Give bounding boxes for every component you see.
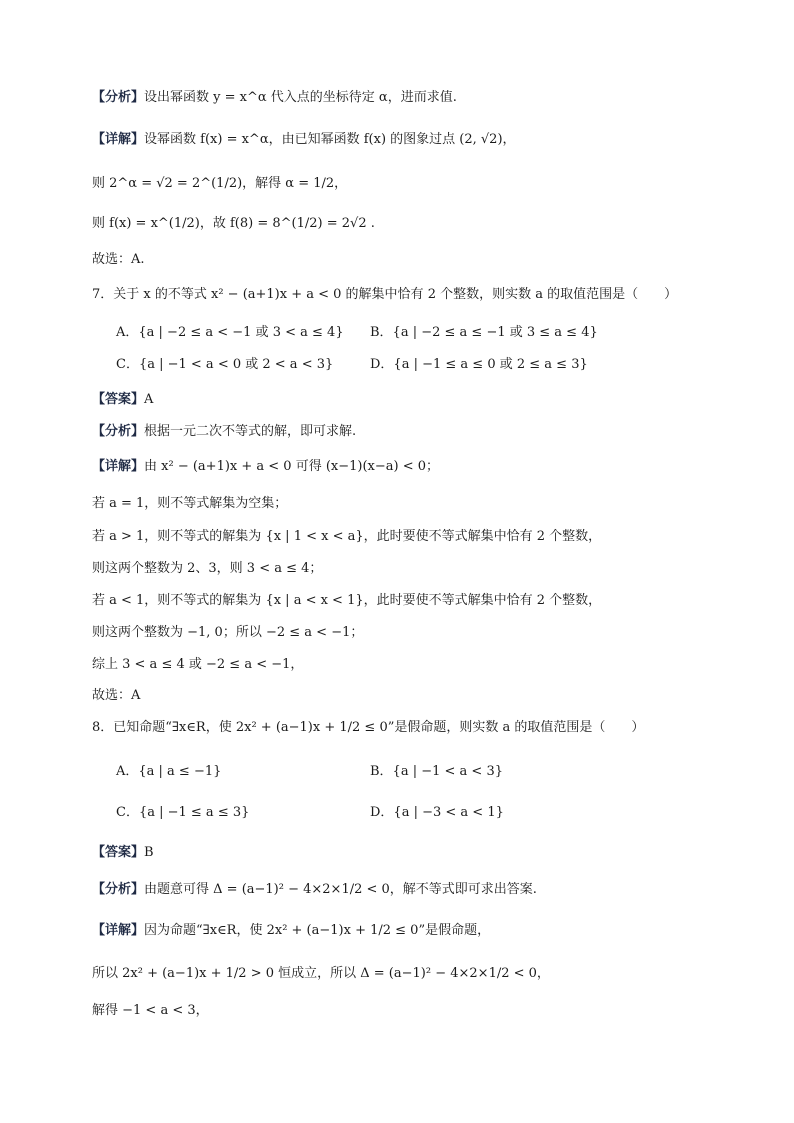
question-7-stem: 7．关于 x 的不等式 x² − (a+1)x + a < 0 的解集中恰有 2 个整数，则实数 a 的取值范围是（ ） [92,287,678,302]
q7-detail-line: 若 a < 1，则不等式的解集为 {x | a < x < 1}，此时要使不等式解集中恰有 2 个整数， [92,593,602,608]
q8-option-a: A．{a | a ≤ −1} [116,764,222,779]
detail-tag: 【详解】 [92,459,145,474]
q7-detail-line: 若 a = 1，则不等式解集为空集； [92,496,288,511]
detail-tag: 【详解】 [92,132,145,147]
answer-tag: 【答案】 [92,392,145,407]
analysis-tag: 【分析】 [92,90,145,105]
question-8-stem: 8．已知命题“∃x∈R，使 2x² + (a−1)x + 1/2 ≤ 0”是假命题，则实数 a 的取值范围是（ ） [92,720,645,735]
answer-value: B [144,845,154,860]
q8-analysis-line [92,880,537,900]
analysis-text: 设出幂函数 y = x^α 代入点的坐标待定 α，进而求值. [144,90,457,105]
detail-text: 因为命题“∃x∈R，使 2x² + (a−1)x + 1/2 ≤ 0”是假命题， [144,923,491,938]
detail-text: 由 x² − (a+1)x + a < 0 可得 (x−1)(x−a) < 0； [144,459,440,474]
detail-line: 则 f(x) = x^(1/2)，故 f(8) = 8^(1/2) = 2√2 . [92,216,375,231]
q7-choose-line: 故选：A [92,688,141,703]
analysis-text: 根据一元二次不等式的解，即可求解. [144,424,357,439]
q7-detail-line: 若 a > 1，则不等式的解集为 {x | 1 < x < a}，此时要使不等式解集中恰有 2 个整数， [92,529,602,544]
q8-detail-line: 所以 2x² + (a−1)x + 1/2 > 0 恒成立，所以 Δ = (a−1)² − 4×2×1/2 < 0， [92,966,550,981]
q8-detail-line [92,921,490,941]
q7-detail-line: 则这两个整数为 2、3，则 3 < a ≤ 4； [92,561,323,576]
q8-option-d: D．{a | −3 < a < 1} [370,805,504,820]
q8-option-c: C．{a | −1 ≤ a ≤ 3} [116,805,250,820]
q7-answer-line [92,390,153,410]
q8-detail-line: 解得 −1 < a < 3， [92,1003,209,1018]
analysis-text: 由题意可得 Δ = (a−1)² − 4×2×1/2 < 0，解不等式即可求出答案. [144,882,537,897]
q7-detail-line: 综上 3 < a ≤ 4 或 −2 ≤ a < −1， [92,657,304,672]
detail-line [92,130,516,150]
analysis-tag: 【分析】 [92,424,145,439]
q7-option-d: D．{a | −1 ≤ a ≤ 0 或 2 ≤ a ≤ 3} [370,357,588,372]
q7-option-a: A．{a | −2 ≤ a < −1 或 3 < a ≤ 4} [116,325,344,340]
answer-tag: 【答案】 [92,845,145,860]
detail-text: 设幂函数 f(x) = x^α，由已知幂函数 f(x) 的图象过点 (2, √2)， [144,132,516,147]
choose-line: 故选：A. [92,252,145,267]
analysis-tag: 【分析】 [92,882,145,897]
detail-tag: 【详解】 [92,923,145,938]
q7-detail-line [92,457,439,477]
q8-answer-line [92,843,154,863]
q7-option-b: B．{a | −2 ≤ a ≤ −1 或 3 ≤ a ≤ 4} [370,325,598,340]
q7-option-c: C．{a | −1 < a < 0 或 2 < a < 3} [116,357,334,372]
answer-value: A [144,392,154,407]
q8-option-b: B．{a | −1 < a < 3} [370,764,503,779]
detail-line: 则 2^α = √2 = 2^(1/2)，解得 α = 1/2， [92,176,348,191]
q7-detail-line: 则这两个整数为 −1, 0；所以 −2 ≤ a < −1； [92,625,364,640]
analysis-line [92,88,457,108]
q7-analysis-line [92,422,356,442]
